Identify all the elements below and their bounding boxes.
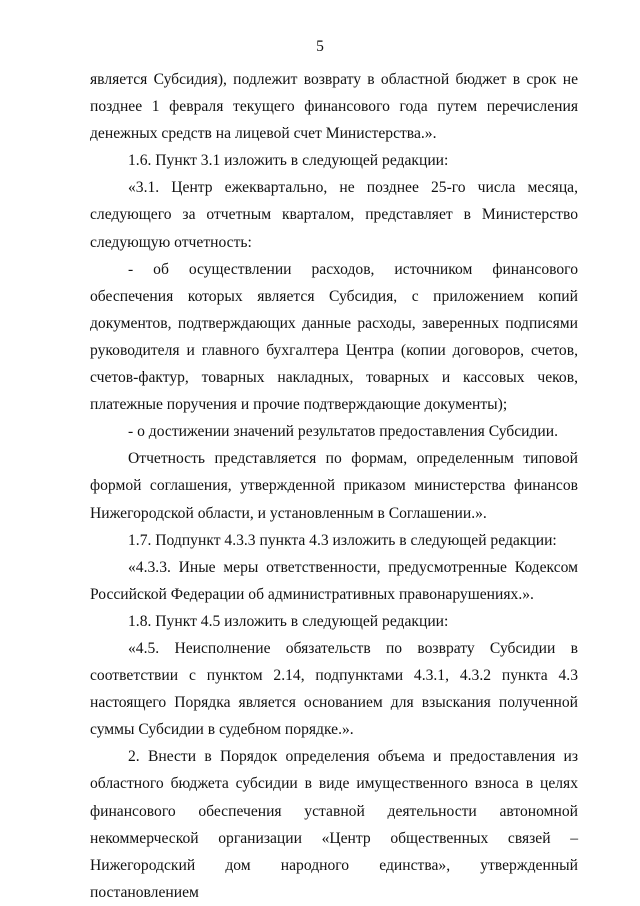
paragraph-item-2: 2. Внести в Порядок определения объема и предоставления из областного бюджета субсидии в виде имущественного взноса в целях финансового обеспечения уставной деятельности автономной некоммерческой организации «Центр общественных связей – Нижегородский дом народного единства», утвержденный постановлением xyxy=(90,748,578,901)
paragraph-results-report: - о достижении значений результатов предоставления Субсидии. xyxy=(128,423,559,441)
paragraph-item-1-6: 1.6. Пункт 3.1 изложить в следующей редакции: xyxy=(128,152,449,170)
paragraph-clause-4-5: «4.5. Неисполнение обязательств по возврату Субсидии в соответствии с пунктом 2.14, подпунктами 4.3.1, 4.3.2 пункта 4.3 настоящего Порядка является основанием для взыскания полученной суммы Субсидии в судебном порядке.». xyxy=(90,639,578,739)
document-body xyxy=(90,66,578,906)
paragraph-expenses-report: - об осуществлении расходов, источником финансового обеспечения которых является Субсидия, с приложением копий документов, подтверждающих данные расходы, заверенных подписями руководителя и главного бухгалтера Центра (копии договоров, счетов, счетов-фактур, товарных накладных, товарных и кассовых чеков, платежные поручения и прочие подтверждающие документы); xyxy=(90,260,578,414)
paragraph-item-1-7: 1.7. Подпункт 4.3.3 пункта 4.3 изложить в следующей редакции: xyxy=(128,531,557,549)
page-number: 5 xyxy=(316,38,324,55)
paragraph-reporting-forms: Отчетность представляется по формам, определенным типовой формой соглашения, утвержденной приказом министерства финансов Нижегородской области, и установленным в Соглашении.». xyxy=(90,450,578,522)
paragraph-continuation: является Субсидия), подлежит возврату в областной бюджет в срок не позднее 1 февраля текущего финансового года путем перечисления денежных средств на лицевой счет Министерства.». xyxy=(90,71,578,143)
paragraph-item-1-8: 1.8. Пункт 4.5 изложить в следующей редакции: xyxy=(128,612,449,630)
paragraph-clause-4-3-3: «4.3.3. Иные меры ответственности, предусмотренные Кодексом Российской Федерации об административных правонарушениях.». xyxy=(90,558,578,603)
paragraph-clause-3-1: «3.1. Центр ежеквартально, не позднее 25-го числа месяца, следующего за отчетным кварталом, представляет в Министерство следующую отчетность: xyxy=(90,179,578,251)
